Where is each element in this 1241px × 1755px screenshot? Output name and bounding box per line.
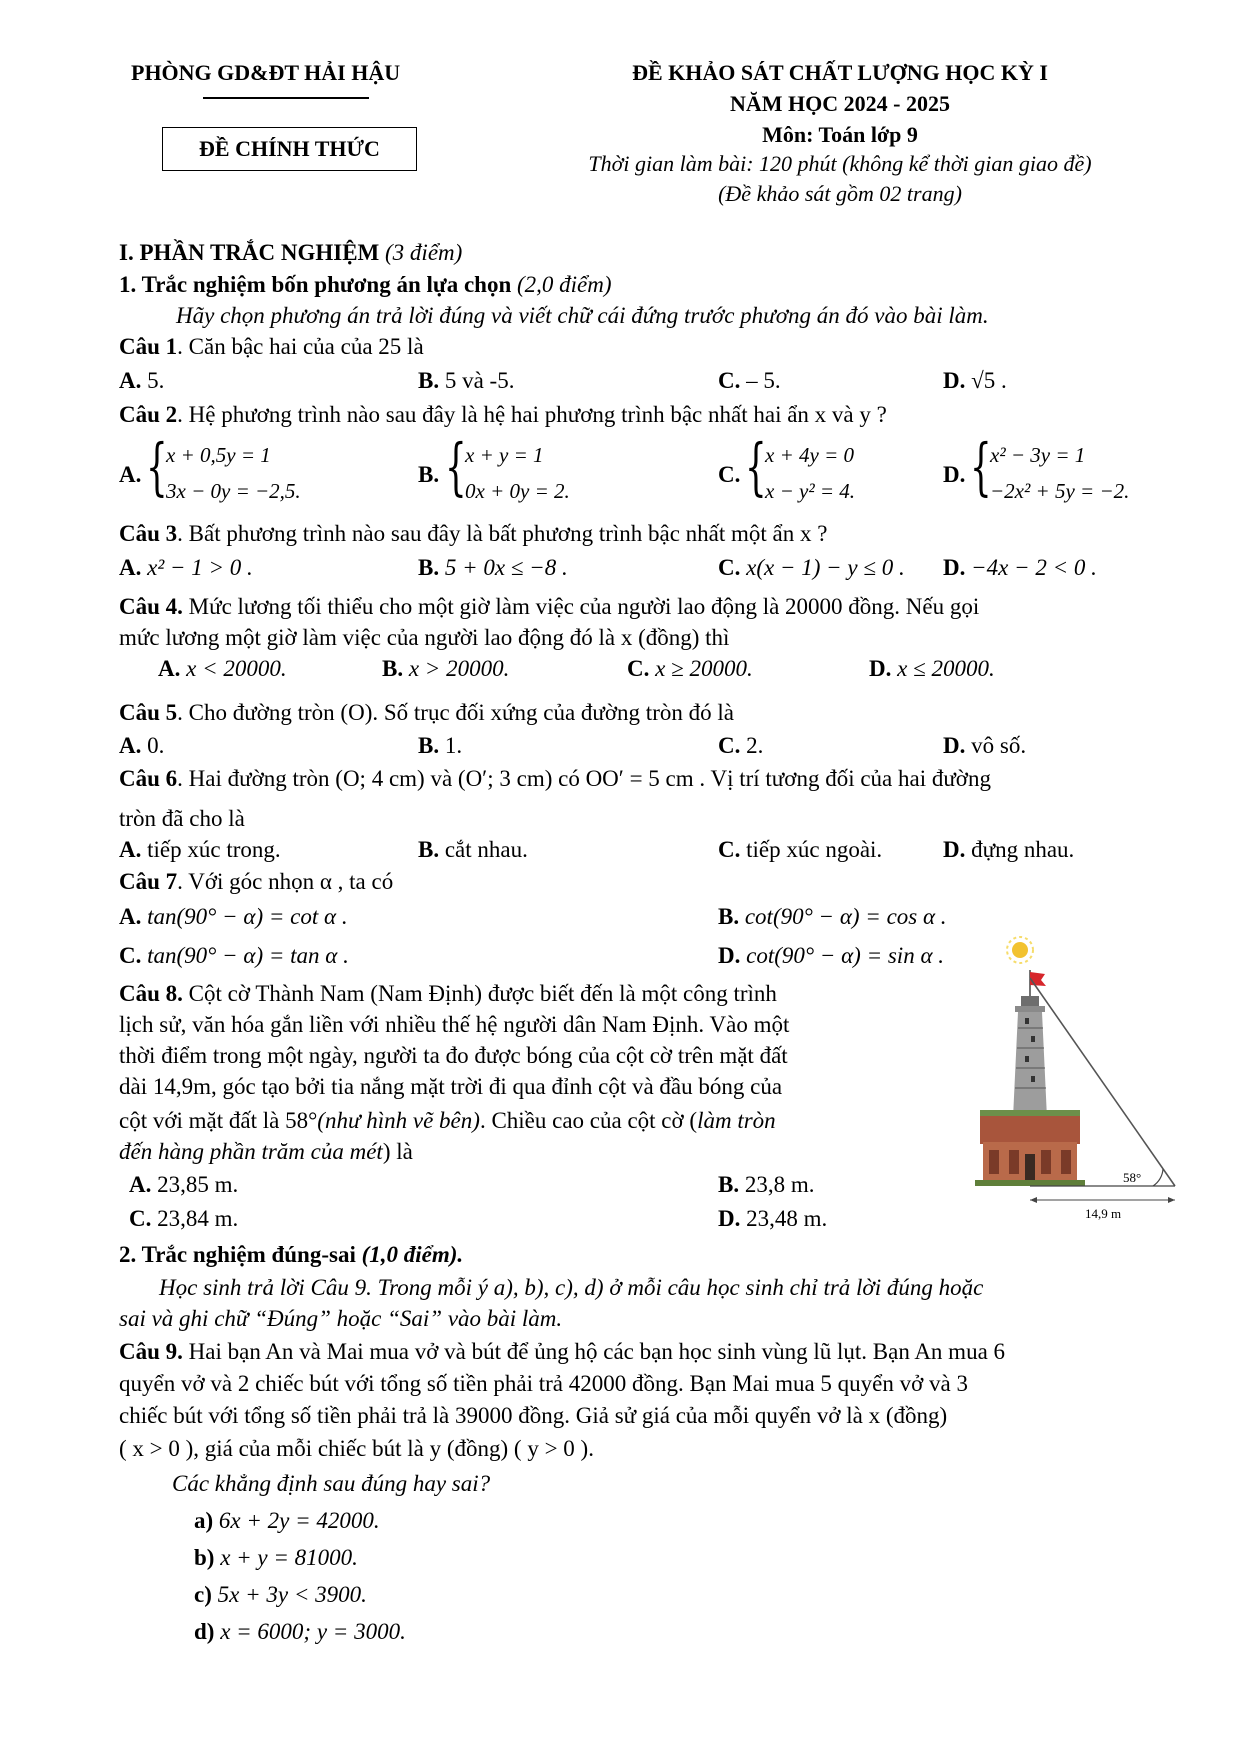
official-exam-box: ĐỀ CHÍNH THỨC (162, 127, 417, 171)
q3-option-d: D. −4x − 2 < 0 . (943, 555, 1097, 580)
q4-option-a: A. x < 20000. (158, 656, 287, 681)
q2-option-d-eq1: x² − 3y = 1 (990, 443, 1086, 467)
q3-option-b: B. 5 + 0x ≤ −8 . (418, 555, 568, 580)
question-8: Câu 8. Cột cờ Thành Nam (Nam Định) được biết đến là một công trình (119, 981, 777, 1006)
q1-option-b: B. 5 và -5. (418, 368, 515, 393)
question-6: Câu 6. Hai đường tròn (O; 4 cm) và (O′; 3 cm) có OO′ = 5 cm . Vị trí tương đối của hai đường (119, 766, 991, 791)
q6-option-c: C. tiếp xúc ngoài. (718, 837, 883, 862)
angle-label: 58° (1123, 1170, 1142, 1185)
q2-option-c-eq2: x − y² = 4. (765, 479, 856, 503)
flag-icon (1030, 970, 1046, 996)
sun-icon (1007, 937, 1033, 963)
question-8-line3: thời điểm trong một ngày, người ta đo được bóng của cột cờ trên mặt đất (119, 1043, 788, 1068)
q2-option-c-label: C. (718, 462, 741, 487)
q2-option-c-eq1: x + 4y = 0 (765, 443, 854, 467)
q3-option-c: C. x(x − 1) − y ≤ 0 . (718, 555, 905, 580)
angle-arc (1153, 1169, 1163, 1186)
exam-time: Thời gian làm bài: 120 phút (không kể thời gian giao đề) (588, 151, 1092, 176)
part1-title: I. PHẦN TRẮC NGHIỆM (3 điểm) (119, 240, 463, 265)
q2-option-b-eq1: x + y = 1 (465, 443, 544, 467)
question-9: Câu 9. Hai bạn An và Mai mua vở và bút để ủng hộ các bạn học sinh vùng lũ lụt. Bạn An mua 6 (119, 1339, 1006, 1364)
header-divider (203, 97, 369, 99)
q5-option-b: B. 1. (418, 733, 463, 758)
question-8-line4: dài 14,9m, góc tạo bởi tia nắng mặt trời đi qua đỉnh cột và đầu bóng của (119, 1074, 783, 1099)
q6-option-a: A. tiếp xúc trong. (119, 837, 281, 862)
q4-option-c: C. x ≥ 20000. (627, 656, 753, 681)
school-year: NĂM HỌC 2024 - 2025 (730, 91, 950, 116)
q9-item-a: a) 6x + 2y = 42000. (194, 1508, 380, 1533)
subject: Môn: Toán lớp 9 (762, 122, 918, 147)
department-name: PHÒNG GD&ĐT HẢI HẬU (131, 60, 401, 85)
q7-option-b: B. cot(90° − α) = cos α . (718, 904, 947, 929)
question-9-prompt: Các khẳng định sau đúng hay sai? (172, 1471, 491, 1496)
question-8-line6: đến hàng phần trăm của mét) là (119, 1139, 413, 1164)
q2-option-b-eq2: 0x + 0y = 2. (465, 479, 570, 503)
section2-title: 2. Trắc nghiệm đúng-sai (1,0 điểm). (119, 1242, 464, 1267)
q2-a-brace: { (146, 430, 168, 503)
q1-option-d: D. √5 . (943, 368, 1007, 393)
section2-instruction-2: sai và ghi chữ “Đúng” hoặc “Sai” vào bài làm. (119, 1306, 563, 1331)
section1-instruction: Hãy chọn phương án trả lời đúng và viết chữ cái đứng trước phương án đó vào bài làm. (176, 303, 989, 328)
q3-option-a: A. x² − 1 > 0 . (119, 555, 253, 580)
q2-option-b-label: B. (418, 462, 440, 487)
page-count: (Đề khảo sát gồm 02 trang) (718, 181, 962, 206)
question-8-line2: lịch sử, văn hóa gắn liền với nhiều thế hệ người dân Nam Định. Vào một (119, 1012, 790, 1037)
q4-option-d: D. x ≤ 20000. (869, 656, 995, 681)
q5-option-a: A. 0. (119, 733, 165, 758)
question-7: Câu 7. Với góc nhọn α , ta có (119, 869, 394, 894)
shadow-length-label: 14,9 m (1085, 1206, 1122, 1221)
question-9-line3: chiếc bút với tổng số tiền phải trả là 39000 đồng. Giả sử giá của mỗi quyển vở là x (đồng) (119, 1403, 948, 1428)
q7-option-a: A. tan(90° − α) = cot α . (119, 904, 348, 929)
q2-option-a-eq2: 3x − 0y = −2,5. (166, 479, 301, 503)
question-9-line2: quyển vở và 2 chiếc bút với tổng số tiền phải trả 42000 đồng. Bạn Mai mua 5 quyển vở và 3 (119, 1371, 969, 1396)
q4-option-b: B. x > 20000. (382, 656, 510, 681)
question-6-cont: tròn đã cho là (119, 806, 245, 831)
q2-option-a-eq1: x + 0,5y = 1 (166, 443, 271, 467)
q8-option-c: C. 23,84 m. (129, 1206, 239, 1231)
q2-c-brace: { (745, 430, 767, 503)
q8-option-a: A. 23,85 m. (129, 1172, 239, 1197)
q5-option-c: C. 2. (718, 733, 764, 758)
q9-item-d: d) x = 6000; y = 3000. (194, 1619, 406, 1644)
q8-option-b: B. 23,8 m. (718, 1172, 815, 1197)
question-2: Câu 2. Hệ phương trình nào sau đây là hệ hai phương trình bậc nhất hai ẩn x và y ? (119, 402, 887, 427)
q6-option-d: D. đựng nhau. (943, 837, 1075, 862)
section2-instruction-1: Học sinh trả lời Câu 9. Trong mỗi ý a), b), c), d) ở mỗi câu học sinh chỉ trả lời đúng hoặc (159, 1275, 984, 1300)
q6-option-b: B. cắt nhau. (418, 837, 528, 862)
question-4: Câu 4. Mức lương tối thiểu cho một giờ làm việc của người lao động là 20000 đồng. Nếu gọi (119, 594, 980, 619)
q8-option-d: D. 23,48 m. (718, 1206, 828, 1231)
question-3: Câu 3. Bất phương trình nào sau đây là bất phương trình bậc nhất một ẩn x ? (119, 521, 828, 546)
q2-d-brace: { (970, 430, 992, 503)
q9-item-c: c) 5x + 3y < 3900. (194, 1582, 367, 1607)
q1-option-a: A. 5. (119, 368, 165, 393)
q2-option-d-label: D. (943, 462, 966, 487)
q5-option-d: D. vô số. (943, 733, 1027, 758)
question-5: Câu 5. Cho đường tròn (O). Số trục đối xứng của đường tròn đó là (119, 700, 734, 725)
question-1: Câu 1. Căn bậc hai của của 25 là (119, 334, 424, 359)
question-9-line4: ( x > 0 ), giá của mỗi chiếc bút là y (đồng) ( y > 0 ). (119, 1436, 594, 1461)
section1-title: 1. Trắc nghiệm bốn phương án lựa chọn (2,0 điểm) (119, 272, 612, 297)
flag-tower-figure (975, 928, 1190, 1223)
question-4-cont: mức lương một giờ làm việc của người lao động đó là x (đồng) thì (119, 625, 730, 650)
q7-option-d: D. cot(90° − α) = sin α . (718, 943, 945, 968)
q7-option-c: C. tan(90° − α) = tan α . (119, 943, 349, 968)
q9-item-b: b) x + y = 81000. (194, 1545, 358, 1570)
q2-b-brace: { (445, 430, 467, 503)
q2-option-d-eq2: −2x² + 5y = −2. (990, 479, 1130, 503)
tower-shape (975, 996, 1085, 1186)
q1-option-c: C. – 5. (718, 368, 781, 393)
question-8-line5: cột với mặt đất là 58°(như hình vẽ bên). Chiều cao của cột cờ (làm tròn (119, 1108, 776, 1133)
exam-title: ĐỀ KHẢO SÁT CHẤT LƯỢNG HỌC KỲ I (632, 60, 1048, 85)
q2-option-a-label: A. (119, 462, 142, 487)
